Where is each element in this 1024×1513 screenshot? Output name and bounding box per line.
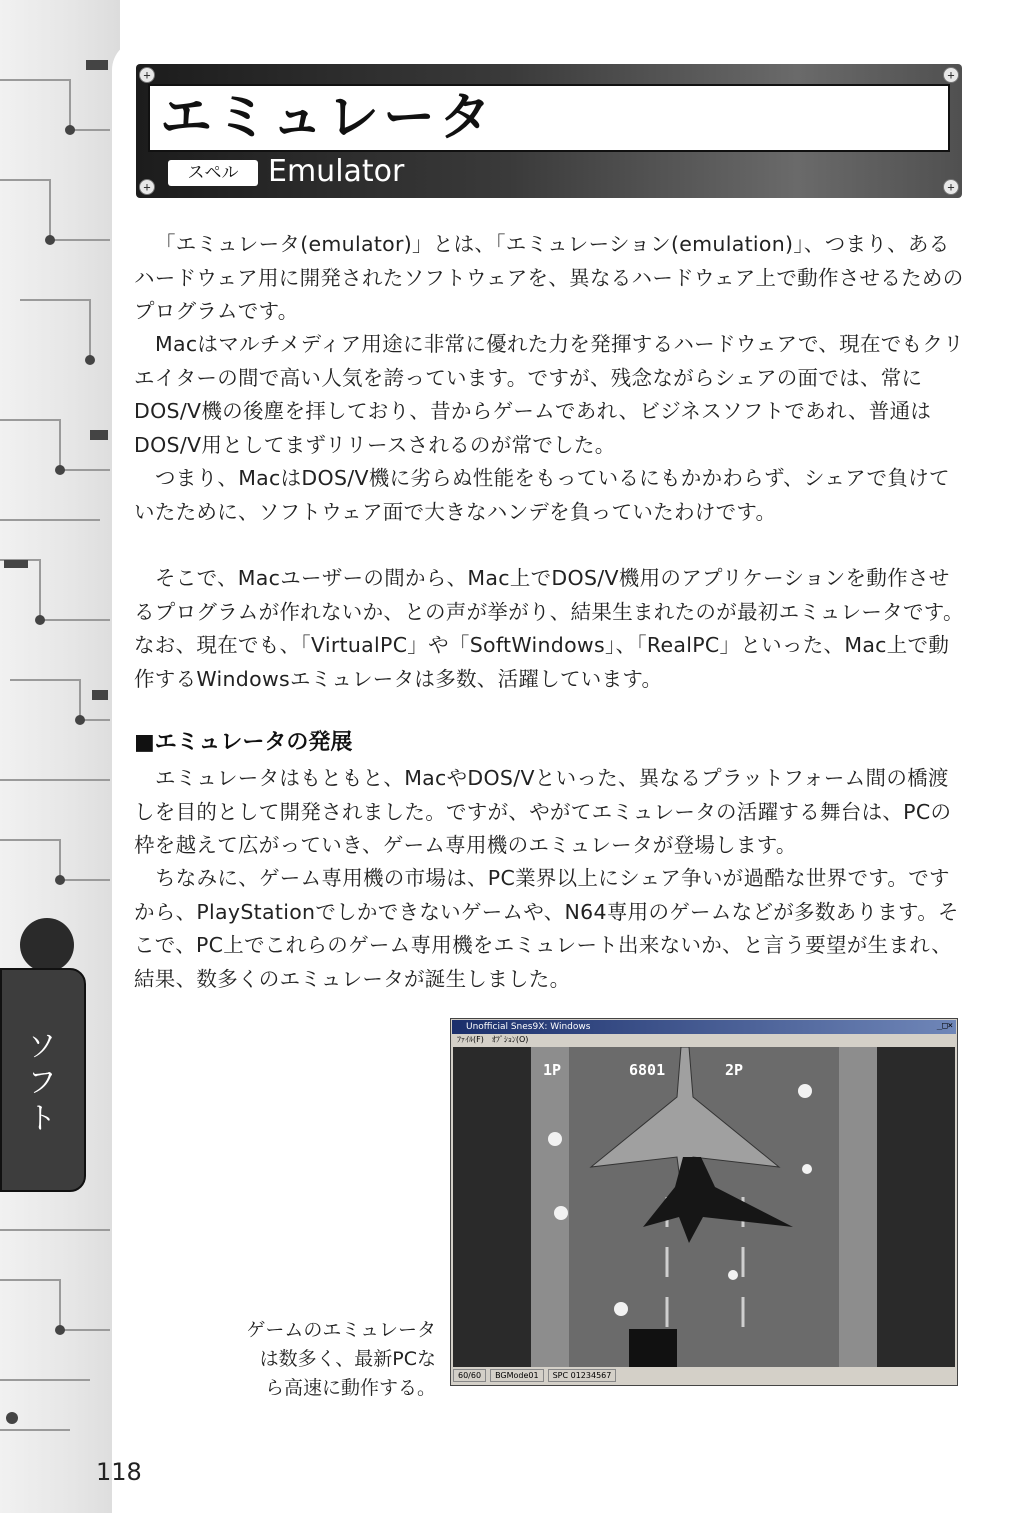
paragraph-intro: 「エミュレータ(emulator)」とは、「エミュレーション(emulation)」、つまり、あるハードウェア用に開発されたソフトウェアを、異なるハードウェア上で動作させるためのプログラムです。 (134, 232, 964, 323)
paragraph-mac: Macはマルチメディア用途に非常に優れた力を発揮するハードウェアで、現在でもクリエイターの間で高い人気を誇っています。ですが、残念ながらシェアの面では、常にDOS/V機の後塵を拝しており、昔からゲームであれ、ビジネスソフトであれ、普通はDOS/V用としてまずリリースされるのが常でした。 (134, 332, 964, 457)
status-mode: BGMode01 (490, 1369, 544, 1382)
screw-icon: + (943, 179, 959, 195)
screenshot-caption: ゲームのエミュレータ は数多く、最新PCな ら高速に動作する。 (246, 1319, 436, 1399)
game-screen (453, 1047, 955, 1367)
hud-1p: 1P (543, 1061, 562, 1079)
status-fps: 60/60 (453, 1369, 486, 1382)
section-heading: ■エミュレータの発展 (134, 730, 353, 755)
screw-icon: + (139, 67, 155, 83)
window-buttons: _□× (936, 1021, 953, 1031)
title-box (148, 84, 950, 152)
screw-icon: + (139, 179, 155, 195)
paragraph-console: ちなみに、ゲーム専用機の市場は、PC業界以上にシェア争いが過酷な世界です。ですから、PlayStationでしかできないゲームや、N64専用のゲームなどが多数あります。そこで、PC上でこれらのゲーム専用機をエミュレート出来ないか、と言う要望が生まれ、結果、数多くのエミュレータが誕生しました。 (134, 866, 959, 991)
paragraph-handicap: つまり、MacはDOS/V機に劣らぬ性能をもっているにもかかわらず、シェアで負けていたために、ソフトウェア面で大きなハンデを負っていたわけです。 (134, 466, 950, 524)
window-menubar: ﾌｧｲﾙ(F) ｵﾌﾟｼｮﾝ(O) (457, 1035, 529, 1044)
status-spc: SPC 01234567 (548, 1369, 617, 1382)
screw-icon: + (943, 67, 959, 83)
title-banner (136, 64, 962, 198)
page-number: 118 (96, 1458, 142, 1486)
page-title: エミュレータ (160, 88, 495, 148)
hud-score: 6801 (629, 1061, 666, 1079)
window-statusbar (453, 1369, 955, 1383)
window-titlebar: Unofficial Snes9X: Windows (452, 1020, 956, 1034)
paragraph-development: エミュレータはもともと、MacやDOS/Vといった、異なるプラットフォーム間の橋渡しを目的として開発されました。ですが、やがてエミュレータの活躍する舞台は、PCの枠を越えて広がっていき、ゲーム専用機のエミュレータが登場します。 (134, 766, 952, 857)
paragraph-origin: そこで、Macユーザーの間から、Mac上でDOS/V機用のアプリケーションを動作させるプログラムが作れないか、との声が挙がり、結果生まれたのが最初エミュレータです。なお、現在でも、「VirtualPC」や「SoftWindows」、「RealPC」といった、Mac上で動作するWindowsエミュレータは多数、活躍しています。 (134, 566, 964, 691)
chapter-tab (0, 968, 86, 1192)
emulator-screenshot (450, 1018, 958, 1386)
circuit-decoration (0, 0, 120, 1513)
decorative-circle (20, 918, 74, 972)
hud-2p: 2P (725, 1061, 744, 1079)
spell-badge: スペル (168, 160, 258, 186)
spell-word: Emulator (268, 154, 405, 189)
chapter-tab-label: ソフト (21, 1030, 56, 1138)
